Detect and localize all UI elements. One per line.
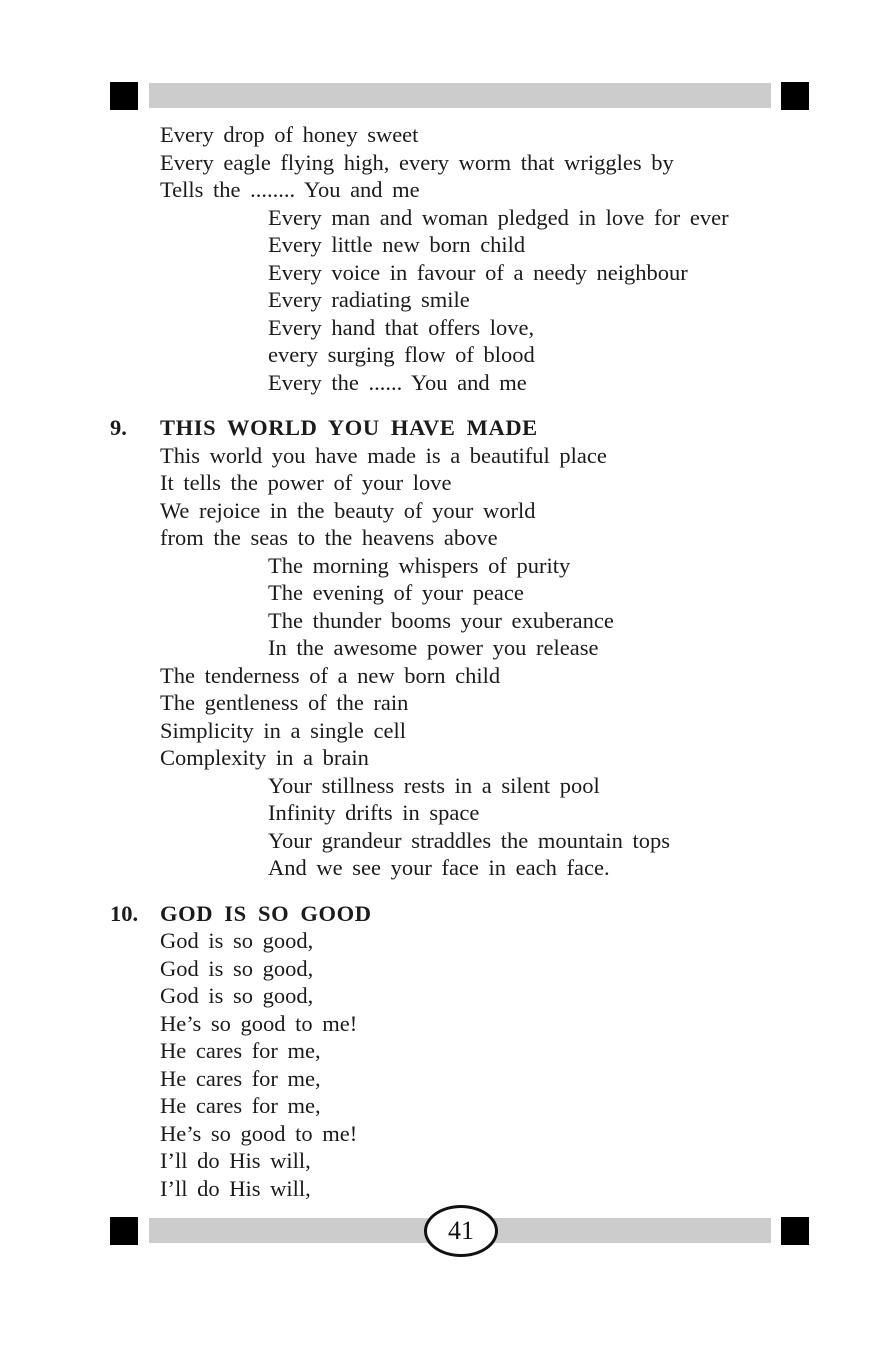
lyric-text: Every voice in favour of a needy neighbour [268,259,688,285]
lyric-line [268,231,880,259]
lyric-text: God is so good, [160,928,314,953]
song-continuation [0,121,880,396]
lyric-text: He cares for me, [160,1065,321,1091]
lyric-text: The morning whispers of purity [268,552,571,578]
lyric-line [268,369,880,397]
lyric-text: Every man and woman pledged in love for ever [268,204,729,230]
lyric-text: It tells the power of your love [160,470,452,495]
lyric-line [268,341,880,369]
lyric-line [268,634,880,662]
lyric-line [160,955,880,983]
lyric-line [160,1092,880,1120]
lyric-line [268,854,880,882]
lyric-text: The evening of your peace [268,580,524,605]
lyric-line [160,1065,880,1093]
page-number-oval [424,1205,498,1257]
lyric-text: We rejoice in the beauty of your world [160,497,536,523]
lyric-text: Every eagle flying high, every worm that wriggles by [160,149,674,175]
song-9 [0,414,880,882]
lyric-text: This world you have made is a beautiful place [160,442,607,468]
top-left-corner-square [110,82,138,110]
lyric-text: He’s so good to me! [160,1010,358,1036]
lyric-text: Every drop of honey sweet [160,122,419,147]
lyric-line [268,204,880,232]
lyric-line [268,286,880,314]
lyric-line [160,689,880,717]
bottom-left-corner-square [110,1217,138,1245]
lyric-text: Every the ...... You and me [268,369,527,395]
lyric-text: He cares for me, [160,1093,321,1118]
lyric-text: I’ll do His will, [160,1175,311,1201]
lyric-text: In the awesome power you release [268,635,599,660]
lyric-text: He cares for me, [160,1038,321,1063]
top-gray-rule [149,83,771,108]
lyric-line [160,744,880,772]
song-header [0,900,880,928]
lyric-text: Complexity in a brain [160,745,369,770]
lyric-lines [0,121,880,396]
lyric-text: Every hand that offers love, [268,314,535,340]
lyric-line [268,772,880,800]
lyric-text: Infinity drifts in space [268,800,480,825]
lyric-line [160,662,880,690]
lyric-line [160,524,880,552]
lyric-text: The thunder booms your exuberance [268,607,614,633]
song-title: THIS WORLD YOU HAVE MADE [160,415,538,440]
lyric-text: Simplicity in a single cell [160,717,406,743]
lyric-text: Tells the ........ You and me [160,177,420,202]
lyric-text: I’ll do His will, [160,1148,311,1173]
lyric-line [160,982,880,1010]
lyric-text: Every radiating smile [268,287,470,312]
lyric-line [160,469,880,497]
lyric-text: He’s so good to me! [160,1120,358,1146]
lyric-text: God is so good, [160,955,314,981]
song-10 [0,900,880,1203]
lyric-line [268,314,880,342]
bottom-right-corner-square [781,1217,809,1245]
lyric-line [268,579,880,607]
lyric-text: The gentleness of the rain [160,690,409,715]
lyric-line [160,176,880,204]
page-content [0,121,880,1202]
lyric-text: from the seas to the heavens above [160,525,498,550]
top-right-corner-square [781,82,809,110]
lyric-lines [0,927,880,1202]
lyric-line [160,497,880,525]
lyric-line [160,1010,880,1038]
lyric-line [268,799,880,827]
lyric-line [268,607,880,635]
lyric-line [160,1120,880,1148]
lyric-line [160,717,880,745]
lyric-text: And we see your face in each face. [268,855,610,880]
song-number: 9. [110,415,127,440]
lyric-line [268,552,880,580]
song-header [0,414,880,442]
top-divider [0,81,880,111]
lyric-text: The tenderness of a new born child [160,662,501,688]
lyric-text: God is so good, [160,983,314,1008]
lyric-text: Your grandeur straddles the mountain tops [268,827,671,853]
lyric-line [160,927,880,955]
lyric-text: Your stillness rests in a silent pool [268,772,600,798]
lyric-line [160,1037,880,1065]
lyric-line [268,259,880,287]
lyric-lines [0,442,880,882]
song-number: 10. [110,900,139,926]
bottom-divider [0,1216,880,1246]
lyric-text: every surging flow of blood [268,342,535,367]
lyric-line [160,149,880,177]
lyric-line [160,1147,880,1175]
lyric-line [160,1175,880,1203]
lyric-line [160,121,880,149]
lyric-text: Every little new born child [268,232,526,257]
song-title: GOD IS SO GOOD [160,900,372,926]
lyric-line [160,442,880,470]
page-number: 41 [448,1216,474,1245]
lyric-line [268,827,880,855]
